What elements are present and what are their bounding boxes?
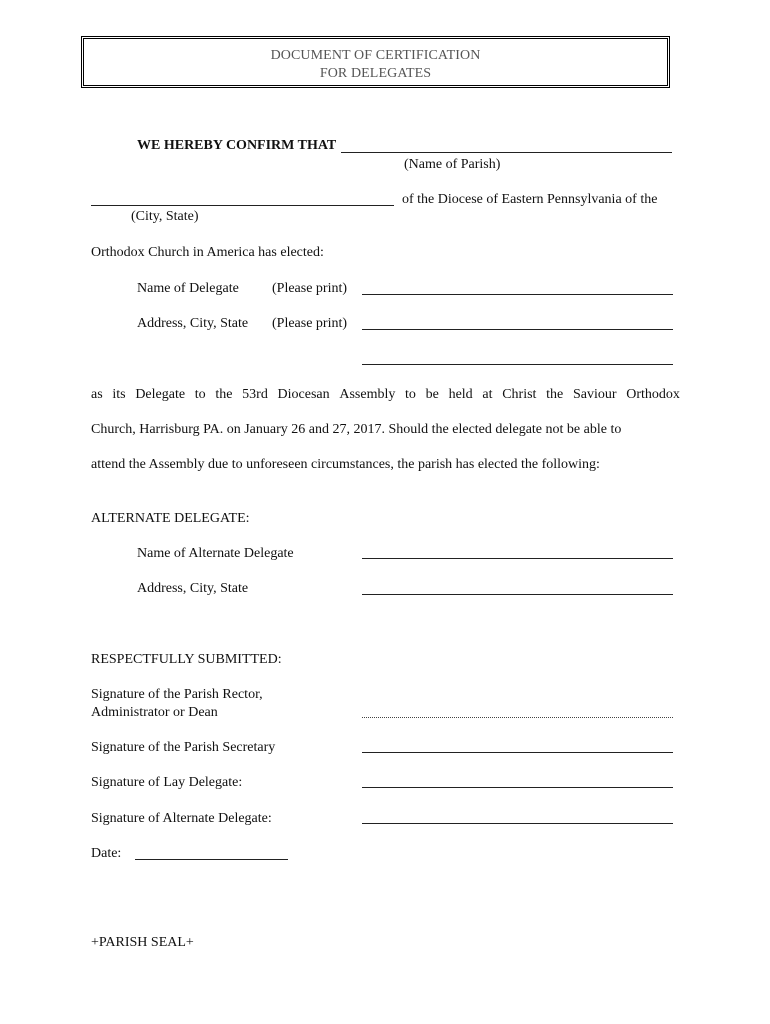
alternate-delegate-signature-field[interactable] (362, 823, 673, 824)
body-line-1-word: to (405, 387, 416, 402)
alternate-name-field[interactable] (362, 558, 673, 559)
signatures-heading: RESPECTFULLY SUBMITTED: (91, 652, 282, 667)
date-label: Date: (91, 846, 122, 861)
document-title-box (81, 36, 670, 88)
body-line-1-word: Assembly (339, 387, 396, 402)
city-state-field[interactable] (91, 205, 394, 206)
parish-seal-label: +PARISH SEAL+ (91, 935, 194, 950)
elected-text: Orthodox Church in America has elected: (91, 245, 324, 260)
rector-signature-field[interactable] (362, 717, 673, 718)
body-line-1-word: held (448, 387, 473, 402)
body-line-1-word: be (425, 387, 439, 402)
body-line-1-word: to (194, 387, 206, 402)
body-line-1-word: at (482, 387, 493, 402)
body-line-3: attend the Assembly due to unforeseen circumstances, the parish has elected the following: (91, 457, 600, 472)
body-line-1 (91, 387, 680, 403)
delegate-name-hint: (Please print) (272, 281, 348, 296)
body-line-1-word: Orthodox (626, 387, 680, 402)
delegate-address-field-2[interactable] (362, 364, 673, 365)
title-line-2: FOR DELEGATES (319, 66, 432, 81)
parish-name-field[interactable] (341, 152, 672, 153)
body-line-2: Church, Harrisburg PA. on January 26 and 27, 2017. Should the elected delegate not be able to (91, 422, 622, 437)
body-line-1-word: the (215, 387, 233, 402)
alternate-address-label: Address, City, State (137, 581, 249, 596)
secretary-signature-label: Signature of the Parish Secretary (91, 740, 276, 755)
alternate-address-field[interactable] (362, 594, 673, 595)
confirm-lead-text: WE HEREBY CONFIRM THAT (137, 138, 337, 153)
body-line-1-word: Christ (502, 387, 537, 402)
parish-name-caption: (Name of Parish) (404, 157, 501, 172)
body-line-1-word: Saviour (572, 387, 617, 402)
title-line-1: DOCUMENT OF CERTIFICATION (270, 48, 481, 63)
body-line-1-word: its (112, 387, 126, 402)
delegate-name-field[interactable] (362, 294, 673, 295)
date-field[interactable] (135, 859, 288, 860)
body-line-1-word: as (91, 387, 103, 402)
delegate-address-hint: (Please print) (272, 316, 348, 331)
secretary-signature-field[interactable] (362, 752, 673, 753)
alternate-heading: ALTERNATE DELEGATE: (91, 511, 250, 526)
lay-delegate-signature-label: Signature of Lay Delegate: (91, 775, 243, 790)
delegate-address-label: Address, City, State (137, 316, 249, 331)
body-line-1-word: Delegate (135, 387, 186, 402)
diocese-text: of the Diocese of Eastern Pennsylvania of the (402, 192, 658, 207)
city-state-caption: (City, State) (131, 209, 199, 224)
alternate-delegate-signature-label: Signature of Alternate Delegate: (91, 811, 272, 826)
lay-delegate-signature-field[interactable] (362, 787, 673, 788)
body-line-1-word: 53rd (242, 387, 268, 402)
rector-signature-label-1: Signature of the Parish Rector, (91, 687, 263, 702)
body-line-1-word: Diocesan (277, 387, 330, 402)
alternate-name-label: Name of Alternate Delegate (137, 546, 294, 561)
document-title (84, 47, 667, 83)
rector-signature-label-2: Administrator or Dean (91, 705, 218, 720)
delegate-name-label: Name of Delegate (137, 281, 239, 296)
delegate-address-field[interactable] (362, 329, 673, 330)
body-line-1-word: the (546, 387, 564, 402)
